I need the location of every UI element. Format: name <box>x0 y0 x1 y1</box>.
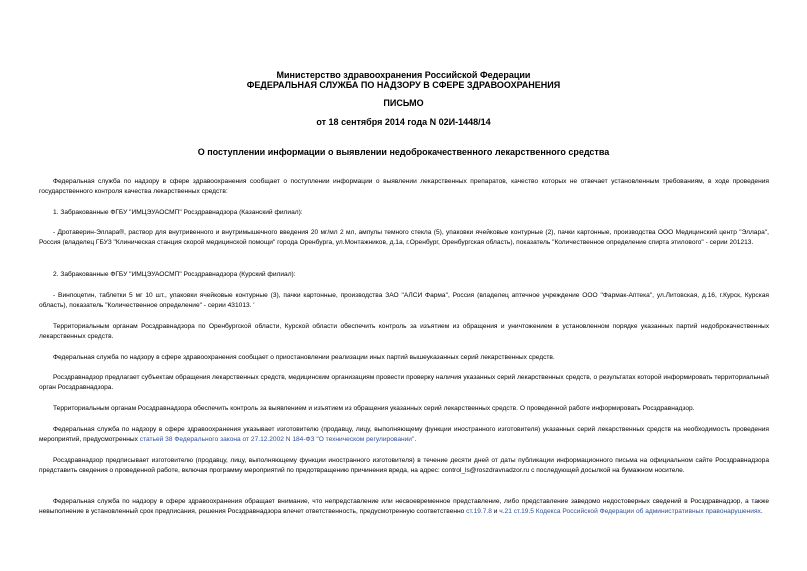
paragraph-text: . <box>414 435 417 443</box>
paragraph-kursk-heading: 2. Забракованные ФГБУ "ИМЦЭУАОСМП" Росздравнадзора (Курский филиал): <box>53 271 296 278</box>
paragraph-territorial-control: Территориальным органам Росздравнадзора по Оренбургской области, Курской области обеспечить контроль за изъятием из обращения и уничтожением в установленном порядке указанных партий недоброкачественных лекарственных средств. <box>39 323 769 340</box>
paragraph-responsibility <box>39 497 769 516</box>
ministry-name: Министерство здравоохранения Российской Федерации <box>276 70 531 80</box>
paragraph-intro: Федеральная служба по надзору в сфере здравоохранения сообщает о поступлении информации о выявлении лекарственных препаратов, качество которых не отвечает установленным требованиям, в ходе проведения государственного контроля качества лекарственных средств: <box>39 178 769 195</box>
service-name: ФЕДЕРАЛЬНАЯ СЛУЖБА ПО НАДЗОРУ В СФЕРЕ ЗДРАВООХРАНЕНИЯ <box>246 80 561 90</box>
paragraph-check-proposal: Росздравнадзор предлагает субъектам обращения лекарственных средств, медицинским организациям провести проверку наличия указанных серий лекарственных средств, о результатах которой информировать территориальный орган Росздравнадзора. <box>39 374 769 391</box>
article-19-5-link[interactable]: ч.21 ст.19.5 Кодекса Российской Федерации об административных правонарушениях <box>499 507 761 515</box>
paragraph-text: и <box>491 507 500 515</box>
paragraph-kazan-heading: 1. Забракованные ФГБУ "ИМЦЭУАОСМП" Росздравнадзора (Казанский филиал): <box>53 209 303 216</box>
paragraph-vinpocetin: - Винпоцетин, таблетки 5 мг 10 шт., упаковки ячейковые контурные (3), пачки картонные, производства ЗАО "АЛСИ Фарма", Россия (владелец аптечное учреждение ООО "Фармак-Аптека", ул.Литовская, д.16, г.Курск, Курская область), показатель "Количественное определение" - серии 431013. ' <box>39 292 769 309</box>
law-184-fz-link[interactable]: статьей 38 Федерального закона от 27.12.2002 N 184-ФЗ "О техническом регулировании" <box>139 435 415 443</box>
document-subject: О поступлении информации о выявлении недоброкачественного лекарственного средства <box>197 147 610 157</box>
document-type: ПИСЬМО <box>383 98 424 108</box>
article-19-7-8-link[interactable]: ст.19.7.8 <box>466 507 492 515</box>
paragraph-text: . <box>760 507 763 515</box>
paragraph-prescription: Росздравнадзор предписывает изготовителю (продавцу, лицу, выполняющему функции иностранного изготовителя) в течение десяти дней от даты публикации информационного письма на официальном сайте Росздравнадзора представить сведения о проведенной работе, включая программу мероприятий по предотвращению причинения вреда, на адрес: control_ls@roszdravnadzor.ru с последующей досылкой на бумажном носителе. <box>39 457 769 474</box>
paragraph-text: Федеральная служба по надзору в сфере здравоохранения указывает изготовителю (продавцу, лицу, выполняющему функции иностранного изготовителя) указанных серий лекарственных средств на необходимость проведения мероприятий, предусмотренных <box>39 426 769 443</box>
paragraph-text: Федеральная служба по надзору в сфере здравоохранения обращает внимание, что непредставление или несвоевременное представление, либо представление заведомо недостоверных сведений в Росздравнадзор, а также невыполнение в установленный срок предписания, решения Росздравнадзора влечет ответственность, предусмотренную соответственно <box>39 498 769 515</box>
document-date-number: от 18 сентября 2014 года N 02И-1448/14 <box>316 117 491 127</box>
paragraph-suspension: Федеральная служба по надзору в сфере здравоохранения сообщает о приостановлении реализации иных партий вышеуказанных серий лекарственных средств. <box>53 354 555 361</box>
paragraph-drotaverin: - Дротаверин-Эллара®, раствор для внутривенного и внутримышечного введения 20 мг/мл 2 мл, ампулы темного стекла (5), упаковки ячейковые контурные (2), пачки картонные, производства ООО Медицинский центр "Эллара", Россия (владелец ГБУЗ "Клиническая станция скорой медицинской помощи" города Оренбурга, ул.Монтажников, д.1а, г.Оренбург, Оренбургская область), показатель "Количественное определение спирта этилового" - серии 201213. <box>39 229 769 246</box>
paragraph-manufacturer-measures <box>39 425 769 444</box>
paragraph-withdrawal-control: Территориальным органам Росздравнадзора обеспечить контроль за выявлением и изъятием из обращения указанных серий лекарственных средств. О проведенной работе информировать Росздравнадзор. <box>53 405 695 412</box>
